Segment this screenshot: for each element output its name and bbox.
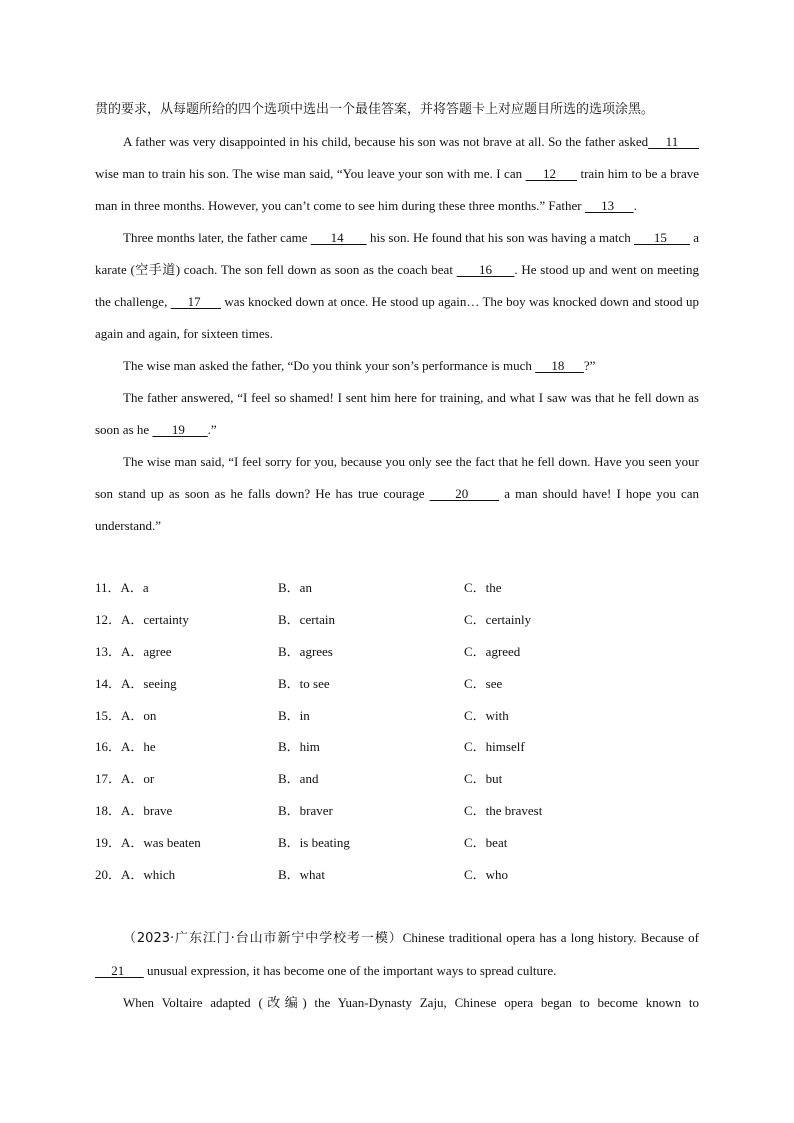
option-b[interactable]: B．certain	[278, 611, 336, 627]
option-b[interactable]: B．agrees	[278, 643, 333, 659]
option-row	[95, 827, 699, 859]
blank-12[interactable]: 12	[525, 166, 577, 181]
option-b[interactable]: B．an	[278, 580, 312, 595]
blank-18[interactable]: 18	[535, 358, 584, 373]
blank-20[interactable]: 20	[429, 486, 500, 501]
option-b[interactable]: B．what	[278, 867, 325, 883]
option-b[interactable]: B．in	[278, 707, 310, 723]
option-a[interactable]: 19．A．was beaten	[95, 835, 201, 851]
option-row	[95, 859, 699, 891]
option-b[interactable]: B．him	[278, 739, 320, 755]
option-c[interactable]: C．see	[464, 675, 503, 691]
paragraph-5: The wise man said, “I feel sorry for you, because you only see the fact that he fell down. Have you seen your son stand up as soon as he falls down? He has true courage 20 a man should have! I hope you can understand.”	[95, 454, 699, 533]
passage-1	[95, 94, 699, 542]
option-a[interactable]: 14．A．seeing	[95, 675, 177, 691]
blank-14[interactable]: 14	[310, 230, 367, 245]
option-c[interactable]: C．but	[464, 771, 503, 787]
option-row	[95, 636, 699, 668]
source-label: （2023·广东江门·台山市新宁中学校考一模）	[123, 931, 403, 946]
paragraph-4: The father answered, “I feel so shamed! I sent him here for training, and what I saw was that he fell down as soon as he 19 .”	[95, 390, 699, 437]
option-c[interactable]: C．who	[464, 867, 509, 883]
blank-21[interactable]: 21	[95, 963, 144, 978]
option-row	[95, 572, 699, 604]
option-row	[95, 604, 699, 636]
option-c[interactable]: C．beat	[464, 835, 508, 851]
paragraph-6: （2023·广东江门·台山市新宁中学校考一模）Chinese traditional opera has a long history. Because of 21 unusual expression, it has become one of the important ways to spread culture.	[95, 930, 699, 978]
paragraph-2: Three months later, the father came 14 his son. He found that his son was having a match 15 a karate (空手道) coach. The son fell down as soon as the coach beat 16 . He stood up and went on meeting the challenge, 17 was knocked down at once. He stood up again… The boy was knocked down and stood up again and again, for sixteen times.	[95, 230, 700, 341]
option-b[interactable]: B．is beating	[278, 835, 350, 851]
option-a[interactable]: 15．A．on	[95, 707, 157, 723]
option-a[interactable]: 17．A．or	[95, 771, 155, 787]
blank-16[interactable]: 16	[456, 262, 515, 277]
option-a[interactable]: 20．A．which	[95, 867, 176, 883]
blank-15[interactable]: 15	[634, 230, 690, 245]
blank-19[interactable]: 19	[152, 422, 208, 437]
option-a[interactable]: 16．A．he	[95, 739, 156, 755]
paragraph-1: A father was very disappointed in his child, because his son was not brave at all. So the father asked 11 wise man to train his son. The wise man said, “You leave your son with me. I can 12 train him to be a brave man in three months. However, you can’t come to see him during these three months.” Father 13 .	[95, 134, 699, 213]
option-c[interactable]: C．the	[464, 580, 502, 595]
option-b[interactable]: B．and	[278, 771, 319, 787]
option-row	[95, 795, 699, 827]
option-c[interactable]: C．agreed	[464, 643, 521, 659]
option-a[interactable]: 18．A．brave	[95, 803, 173, 819]
option-a[interactable]: 13．A．agree	[95, 643, 172, 659]
option-c[interactable]: C．the bravest	[464, 803, 543, 819]
option-c[interactable]: C．himself	[464, 739, 525, 755]
instruction-text: 贯的要求，从每题所给的四个选项中选出一个最佳答案，并将答题卡上对应题目所选的选项涂黑。	[95, 102, 655, 117]
option-b[interactable]: B．braver	[278, 803, 333, 819]
option-row	[95, 700, 699, 732]
option-c[interactable]: C．with	[464, 707, 509, 723]
paragraph-7: When Voltaire adapted (改编) the Yuan-Dynasty Zaju, Chinese opera began to become known to	[123, 995, 699, 1010]
option-row	[95, 763, 699, 795]
options-list	[95, 572, 699, 891]
paragraph-3: The wise man asked the father, “Do you think your son’s performance is much 18 ?”	[123, 358, 596, 373]
option-b[interactable]: B．to see	[278, 675, 330, 691]
option-a[interactable]: 12．A．certainty	[95, 611, 189, 627]
option-row	[95, 668, 699, 700]
blank-13[interactable]: 13	[584, 198, 634, 213]
option-a[interactable]: 11．A．a	[95, 580, 149, 595]
passage-2	[95, 922, 699, 1019]
blank-17[interactable]: 17	[170, 294, 222, 309]
blank-11[interactable]: 11	[648, 134, 699, 149]
option-c[interactable]: C．certainly	[464, 611, 532, 627]
option-row	[95, 731, 699, 763]
